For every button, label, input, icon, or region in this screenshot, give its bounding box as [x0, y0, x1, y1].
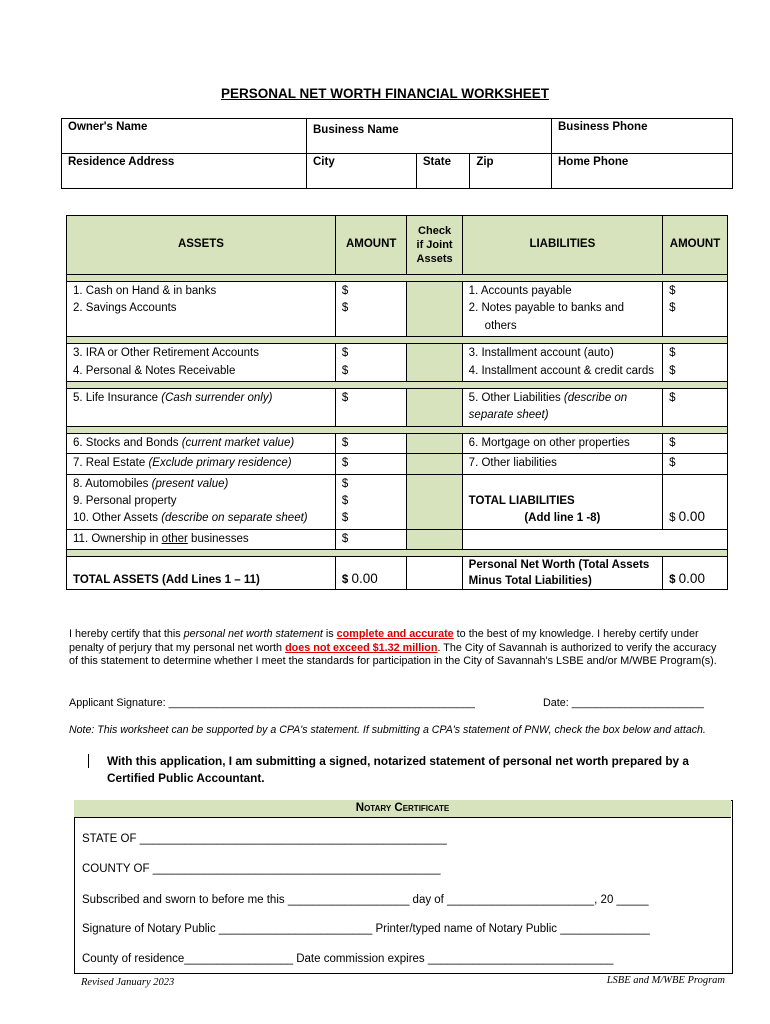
cpa-statement-text: With this application, I am submitting a signed, notarized statement of personal net worth prepared by a Certified Public Accountant.: [107, 754, 689, 785]
amount-header-2: AMOUNT: [663, 216, 728, 275]
notary-state-line[interactable]: STATE OF ________________________________________________: [82, 833, 447, 845]
residence-address-field[interactable]: Residence Address: [62, 154, 307, 189]
total-assets-value: $ 0.00: [335, 557, 407, 590]
state-field[interactable]: State: [416, 154, 469, 189]
business-phone-field[interactable]: Business Phone: [552, 119, 733, 154]
asset-row-7: 7. Real Estate (Exclude primary residence): [67, 454, 336, 474]
notary-residence-line[interactable]: County of residence_________________ Date commission expires _____________________________: [82, 953, 614, 965]
certification-paragraph: I hereby certify that this personal net worth statement is complete and accurate to the best of my knowledge. I hereby certify under penalty of perjury that my personal net worth does not exceed $1.32 million. The City of Savannah is authorized to verify the accuracy of this statement to determine whether I meet the standards for participation in the City of Savannah's LSBE and/or M/WBE Program(s).: [69, 628, 717, 668]
assets-header: ASSETS: [67, 216, 336, 275]
liability-row-6: 6. Mortgage on other properties: [462, 433, 662, 453]
net-worth-label: Personal Net Worth (Total Assets Minus Total Liabilities): [462, 557, 662, 590]
blank-cell: [462, 529, 727, 549]
asset-amount-7[interactable]: $: [335, 454, 407, 474]
asset-row-1-2: 1. Cash on Hand & in banks 2. Savings Accounts: [67, 282, 336, 337]
joint-check-7[interactable]: [407, 454, 462, 474]
asset-amount-1-2[interactable]: $ $: [335, 282, 407, 337]
asset-row-6: 6. Stocks and Bonds (current market value): [67, 433, 336, 453]
total-assets-label: TOTAL ASSETS (Add Lines 1 – 11): [67, 557, 336, 590]
owner-info-table: [61, 118, 733, 189]
footer-revised: Revised January 2023: [81, 977, 175, 988]
joint-check-8-10[interactable]: [407, 474, 462, 529]
notary-county-line[interactable]: COUNTY OF _____________________________________________: [82, 863, 441, 875]
owner-name-field[interactable]: Owner's Name: [62, 119, 307, 154]
asset-amount-6[interactable]: $: [335, 433, 407, 453]
asset-amount-11[interactable]: $: [335, 529, 407, 549]
liability-row-5: 5. Other Liabilities (describe on separate sheet): [462, 389, 662, 427]
liability-amount-1-2[interactable]: $ $: [663, 282, 728, 337]
city-field[interactable]: City: [307, 154, 417, 189]
page-title: PERSONAL NET WORTH FINANCIAL WORKSHEET: [220, 86, 549, 101]
joint-assets-header: Check if Joint Assets: [407, 216, 462, 275]
liability-row-3-4: 3. Installment account (auto) 4. Installment account & credit cards: [462, 344, 662, 382]
liability-amount-3-4[interactable]: $ $: [663, 344, 728, 382]
joint-check-3-4[interactable]: [407, 344, 462, 382]
cpa-note: Note: This worksheet can be supported by a CPA's statement. If submitting a CPA's statement of PNW, check the box below and attach.: [69, 724, 706, 736]
assets-liabilities-table: [66, 215, 728, 590]
asset-amount-5[interactable]: $: [335, 389, 407, 427]
joint-check-5[interactable]: [407, 389, 462, 427]
footer-program: LSBE and M/WBE Program: [606, 975, 725, 986]
liability-row-1-2: 1. Accounts payable 2. Notes payable to banks and others: [462, 282, 662, 337]
liabilities-header: LIABILITIES: [462, 216, 662, 275]
applicant-signature-line[interactable]: Applicant Signature: ___________________________________________________: [69, 697, 475, 709]
joint-check-11[interactable]: [407, 529, 462, 549]
amount-header: AMOUNT: [335, 216, 407, 275]
asset-row-3-4: 3. IRA or Other Retirement Accounts 4. Personal & Notes Receivable: [67, 344, 336, 382]
liability-amount-6[interactable]: $: [663, 433, 728, 453]
total-liabilities-value: $ 0.00: [663, 474, 728, 529]
asset-row-11: 11. Ownership in other businesses: [67, 529, 336, 549]
business-name-field[interactable]: Business Name: [307, 119, 552, 154]
zip-field[interactable]: Zip: [470, 154, 552, 189]
liability-amount-7[interactable]: $: [663, 454, 728, 474]
liability-row-7: 7. Other liabilities: [462, 454, 662, 474]
asset-row-5: 5. Life Insurance (Cash surrender only): [67, 389, 336, 427]
joint-check-1-2[interactable]: [407, 282, 462, 337]
asset-amount-8-10[interactable]: $ $ $: [335, 474, 407, 529]
asset-row-8-10: 8. Automobiles (present value) 9. Personal property 10. Other Assets (describe on separate sheet): [67, 474, 336, 529]
date-line[interactable]: Date: ______________________: [543, 697, 704, 709]
net-worth-value: $ 0.00: [663, 557, 728, 590]
notary-header: Notary Certificate: [74, 800, 731, 818]
cpa-checkbox[interactable]: [88, 754, 91, 768]
blank-check-total: [407, 557, 462, 590]
asset-amount-3-4[interactable]: $ $: [335, 344, 407, 382]
notary-subscribed-line[interactable]: Subscribed and sworn to before me this ___________________ day of _______________________, 20 _____: [82, 894, 649, 906]
notary-signature-line[interactable]: Signature of Notary Public ________________________ Printer/typed name of Notary Public ______________: [82, 923, 650, 935]
notary-certificate-box: [74, 800, 733, 974]
home-phone-field[interactable]: Home Phone: [552, 154, 733, 189]
liability-amount-5[interactable]: $: [663, 389, 728, 427]
total-liabilities-label: TOTAL LIABILITIES (Add line 1 -8): [462, 474, 662, 529]
joint-check-6[interactable]: [407, 433, 462, 453]
